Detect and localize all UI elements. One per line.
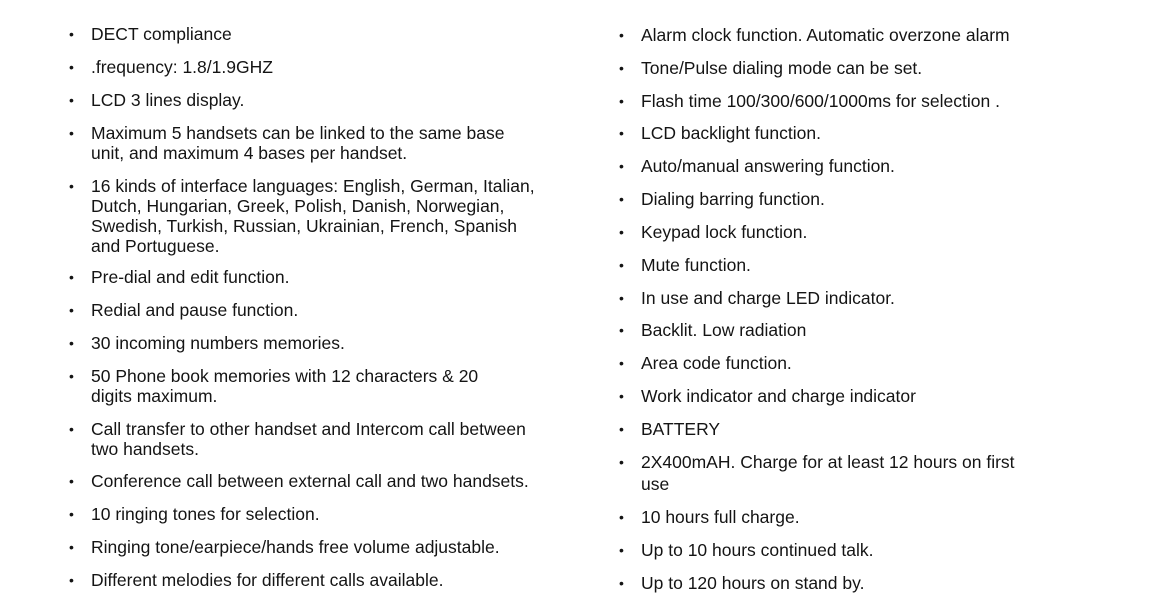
bullet-icon: • xyxy=(69,125,74,141)
bullet-icon: • xyxy=(69,539,74,555)
bullet-icon: • xyxy=(69,302,74,318)
list-item-text: and Portuguese. xyxy=(91,236,220,256)
list-item-text: 50 Phone book memories with 12 characters & 20 xyxy=(91,366,479,386)
list-item-text: Call transfer to other handset and Intercom call between xyxy=(91,419,526,439)
bullet-icon: • xyxy=(619,388,624,404)
list-item-text: Up to 120 hours on stand by. xyxy=(641,573,865,593)
list-item xyxy=(69,504,320,524)
list-item-text: Dutch, Hungarian, Greek, Polish, Danish, Norwegian, xyxy=(91,196,505,216)
list-item-text: Flash time 100/300/600/1000ms for selection . xyxy=(641,91,1000,111)
bullet-icon: • xyxy=(69,368,74,384)
bullet-icon: • xyxy=(619,125,624,141)
list-item-text: Redial and pause function. xyxy=(91,300,299,320)
bullet-icon: • xyxy=(619,322,624,338)
list-item-text: Pre-dial and edit function. xyxy=(91,267,290,287)
list-item xyxy=(69,176,535,256)
bullet-icon: • xyxy=(69,269,74,285)
bullet-icon: • xyxy=(619,421,624,437)
list-item-text: In use and charge LED indicator. xyxy=(641,288,895,308)
list-item xyxy=(619,287,895,309)
list-item-text: Up to 10 hours continued talk. xyxy=(641,540,874,560)
list-item xyxy=(619,451,1015,495)
list-item xyxy=(619,90,1000,112)
list-item xyxy=(619,506,800,528)
list-item xyxy=(69,471,529,491)
list-item-text: 2X400mAH. Charge for at least 12 hours on first xyxy=(641,452,1015,472)
list-item-text: Work indicator and charge indicator xyxy=(641,386,916,406)
list-item xyxy=(69,570,444,590)
list-item xyxy=(69,123,505,163)
list-item-text: 10 ringing tones for selection. xyxy=(91,504,320,524)
list-item-text: Mute function. xyxy=(641,255,751,275)
bullet-icon: • xyxy=(619,454,624,470)
list-item xyxy=(69,300,299,320)
list-item-text: Area code function. xyxy=(641,353,792,373)
list-item-text: Swedish, Turkish, Russian, Ukrainian, French, Spanish xyxy=(91,216,518,236)
bullet-icon: • xyxy=(69,26,74,42)
bullet-icon: • xyxy=(619,158,624,174)
list-item-text: Alarm clock function. Automatic overzone alarm xyxy=(641,25,1010,45)
bullet-icon: • xyxy=(619,191,624,207)
list-item-text: digits maximum. xyxy=(91,386,218,406)
list-item-text: .frequency: 1.8/1.9GHZ xyxy=(91,57,273,77)
list-item-text: 30 incoming numbers memories. xyxy=(91,333,345,353)
list-item xyxy=(619,57,923,79)
list-item xyxy=(619,188,825,210)
list-item-text: Keypad lock function. xyxy=(641,222,808,242)
list-item-text: Ringing tone/earpiece/hands free volume adjustable. xyxy=(91,537,500,557)
list-item xyxy=(619,221,808,243)
list-item-text: 16 kinds of interface languages: English, German, Italian, xyxy=(91,176,535,196)
list-item-text: LCD 3 lines display. xyxy=(91,90,245,110)
list-item-text: Backlit. Low radiation xyxy=(641,320,807,340)
bullet-icon: • xyxy=(69,178,74,194)
list-item xyxy=(619,352,792,374)
list-item xyxy=(69,24,232,44)
bullet-icon: • xyxy=(69,421,74,437)
list-item xyxy=(619,24,1010,46)
list-item-text: Dialing barring function. xyxy=(641,189,825,209)
list-item-text: Maximum 5 handsets can be linked to the same base xyxy=(91,123,505,143)
list-item-text: 10 hours full charge. xyxy=(641,507,800,527)
bullet-icon: • xyxy=(619,60,624,76)
list-item xyxy=(619,418,721,440)
bullet-icon: • xyxy=(69,59,74,75)
list-item-text: LCD backlight function. xyxy=(641,123,821,143)
list-item-text: BATTERY xyxy=(641,419,721,439)
list-item-text: use xyxy=(641,474,670,494)
list-item xyxy=(69,267,290,287)
list-item xyxy=(619,385,916,407)
bullet-icon: • xyxy=(69,473,74,489)
bullet-icon: • xyxy=(69,506,74,522)
list-item xyxy=(69,537,500,557)
bullet-icon: • xyxy=(619,257,624,273)
list-item xyxy=(619,122,821,144)
list-item-text: Auto/manual answering function. xyxy=(641,156,895,176)
list-item-text: Tone/Pulse dialing mode can be set. xyxy=(641,58,923,78)
list-item xyxy=(69,333,345,353)
list-item-text: DECT compliance xyxy=(91,24,232,44)
list-item-text: Different melodies for different calls available. xyxy=(91,570,444,590)
bullet-icon: • xyxy=(69,92,74,108)
bullet-icon: • xyxy=(69,335,74,351)
list-item xyxy=(619,254,751,276)
list-item xyxy=(69,57,273,77)
list-item xyxy=(619,155,895,177)
bullet-icon: • xyxy=(619,290,624,306)
bullet-icon: • xyxy=(619,27,624,43)
list-item xyxy=(69,366,479,406)
list-item xyxy=(619,572,865,594)
bullet-icon: • xyxy=(619,575,624,591)
bullet-icon: • xyxy=(69,572,74,588)
list-item xyxy=(619,539,874,561)
bullet-icon: • xyxy=(619,224,624,240)
list-item xyxy=(619,319,807,341)
list-item-text: Conference call between external call and two handsets. xyxy=(91,471,529,491)
bullet-icon: • xyxy=(619,93,624,109)
list-item-text: unit, and maximum 4 bases per handset. xyxy=(91,143,408,163)
list-item xyxy=(69,419,526,459)
list-item xyxy=(69,90,245,110)
bullet-icon: • xyxy=(619,355,624,371)
bullet-icon: • xyxy=(619,542,624,558)
bullet-icon: • xyxy=(619,509,624,525)
list-item-text: two handsets. xyxy=(91,439,199,459)
